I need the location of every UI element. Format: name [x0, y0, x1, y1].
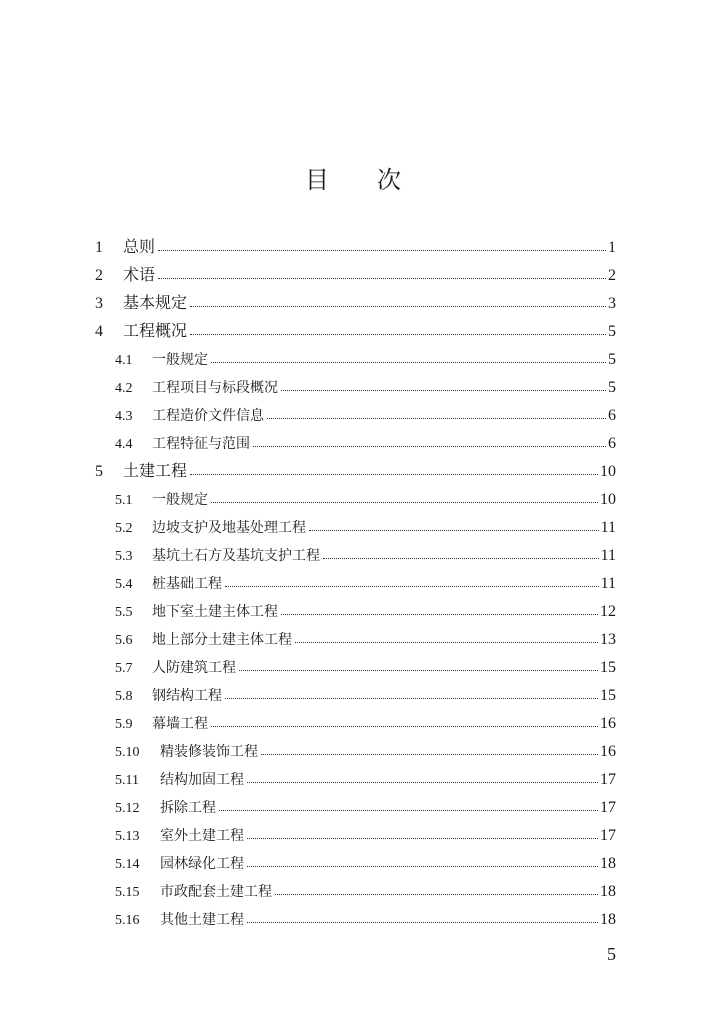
toc-entry[interactable]: [95, 257, 616, 285]
toc-entry-label: 幕墙工程: [152, 716, 208, 732]
toc-entry-page: 15: [600, 659, 616, 676]
toc-entry-number: 5: [95, 463, 103, 480]
toc-entry-label: 一般规定: [152, 492, 208, 508]
toc-entry-label: 钢结构工程: [152, 688, 222, 704]
dot-leader: [158, 249, 606, 251]
toc-entry-label: 其他土建工程: [160, 912, 244, 928]
dot-leader: [211, 361, 606, 363]
dot-leader: [190, 333, 606, 335]
toc-entry[interactable]: [115, 341, 616, 369]
toc-entry-page: 18: [600, 911, 616, 928]
toc-entry-label: 地上部分土建主体工程: [152, 632, 292, 648]
dot-leader: [267, 417, 606, 419]
toc-entry-page: 5: [608, 323, 616, 340]
toc-entry[interactable]: [95, 285, 616, 313]
toc-entry-page: 5: [608, 379, 616, 396]
toc-entry-number: 4.4: [115, 437, 133, 452]
toc-entry-label: 边坡支护及地基处理工程: [152, 520, 306, 536]
toc-entry-label: 工程项目与标段概况: [152, 380, 278, 396]
toc-entry-page: 6: [608, 407, 616, 424]
toc-entry-number: 5.13: [115, 829, 140, 844]
toc-entry-page: 16: [600, 743, 616, 760]
toc-entry-number: 5.8: [115, 689, 133, 704]
toc-entry-number: 5.12: [115, 801, 140, 816]
toc-entry[interactable]: [115, 397, 616, 425]
toc-entry-number: 2: [95, 267, 103, 284]
toc-entry-label: 室外土建工程: [160, 828, 244, 844]
toc-entry-page: 18: [600, 883, 616, 900]
toc-entry[interactable]: [115, 845, 616, 873]
toc-entry[interactable]: [115, 509, 616, 537]
toc-entry[interactable]: [115, 901, 616, 929]
toc-entry[interactable]: [115, 425, 616, 453]
toc-entry[interactable]: [95, 313, 616, 341]
dot-leader: [190, 305, 606, 307]
toc-entry-label: 工程造价文件信息: [152, 408, 264, 424]
toc-entry-page: 17: [600, 827, 616, 844]
toc-entry[interactable]: [95, 453, 616, 481]
toc-entry-page: 10: [600, 491, 616, 508]
toc-entry-number: 5.6: [115, 633, 133, 648]
toc-entry-label: 桩基础工程: [152, 576, 222, 592]
toc-entry[interactable]: [115, 733, 616, 761]
toc-entry-number: 5.3: [115, 549, 133, 564]
toc-entry[interactable]: [115, 621, 616, 649]
toc-entry[interactable]: [115, 789, 616, 817]
toc-entry-number: 4.3: [115, 409, 133, 424]
page-title-char-1: 目: [305, 166, 329, 194]
toc-entry[interactable]: [115, 705, 616, 733]
toc-entry[interactable]: [115, 677, 616, 705]
toc-entry-page: 11: [600, 575, 616, 592]
toc-entry-number: 5.2: [115, 521, 133, 536]
toc-entry-page: 5: [608, 351, 616, 368]
toc-entry[interactable]: [115, 593, 616, 621]
toc-entry-number: 3: [95, 295, 103, 312]
toc-entry-page: 13: [600, 631, 616, 648]
toc-entry-label: 一般规定: [152, 352, 208, 368]
toc-entry-label: 市政配套土建工程: [160, 884, 272, 900]
toc-entry-number: 5.15: [115, 885, 140, 900]
toc-entry-page: 6: [608, 435, 616, 452]
dot-leader: [247, 865, 598, 867]
toc-entry-label: 精装修装饰工程: [160, 744, 258, 760]
toc-entry-number: 5.14: [115, 857, 140, 872]
toc-entry-number: 5.4: [115, 577, 133, 592]
toc-entry-label: 总则: [123, 237, 156, 256]
toc-entry-label: 拆除工程: [160, 800, 216, 816]
toc-entry-number: 5.9: [115, 717, 133, 732]
toc-entry[interactable]: [115, 565, 616, 593]
dot-leader: [225, 585, 599, 587]
toc-entry-label: 地下室土建主体工程: [152, 604, 278, 620]
toc-entry-label: 土建工程: [123, 461, 188, 480]
toc-entry-label: 基坑土石方及基坑支护工程: [152, 548, 320, 564]
toc-entry[interactable]: [115, 761, 616, 789]
toc-entry-number: 1: [95, 239, 103, 256]
dot-leader: [190, 473, 598, 475]
dot-leader: [219, 809, 598, 811]
dot-leader: [281, 389, 606, 391]
toc-entry-page: 3: [608, 295, 616, 312]
dot-leader: [211, 501, 598, 503]
toc-entry-number: 4.1: [115, 353, 133, 368]
toc-entry-page: 2: [608, 267, 616, 284]
toc-entry-number: 5.5: [115, 605, 133, 620]
dot-leader: [239, 669, 598, 671]
toc-entry[interactable]: [95, 229, 616, 257]
toc-entry-label: 园林绿化工程: [160, 856, 244, 872]
toc-entry[interactable]: [115, 537, 616, 565]
toc-entry-label: 结构加固工程: [160, 772, 244, 788]
toc-entry-page: 16: [600, 715, 616, 732]
dot-leader: [281, 613, 598, 615]
toc-entry-page: 1: [608, 239, 616, 256]
dot-leader: [253, 445, 606, 447]
toc-entry-label: 人防建筑工程: [152, 660, 236, 676]
toc-entry-number: 5.10: [115, 745, 140, 760]
toc-entry-page: 17: [600, 771, 616, 788]
dot-leader: [323, 557, 599, 559]
toc-entry-page: 15: [600, 687, 616, 704]
dot-leader: [247, 837, 598, 839]
dot-leader: [225, 697, 598, 699]
toc-entry[interactable]: [115, 817, 616, 845]
page-number: 5: [607, 944, 616, 964]
toc-entry-page: 18: [600, 855, 616, 872]
toc-entry-number: 5.7: [115, 661, 133, 676]
toc-entry-number: 4: [95, 323, 103, 340]
toc-entry-page: 11: [600, 519, 616, 536]
dot-leader: [247, 921, 598, 923]
toc-entry-number: 5.1: [115, 493, 133, 508]
dot-leader: [295, 641, 598, 643]
toc-entry-label: 工程特征与范围: [152, 436, 250, 452]
toc-entry[interactable]: [115, 369, 616, 397]
toc-entry-number: 5.11: [115, 773, 139, 788]
dot-leader: [247, 781, 598, 783]
toc-entry[interactable]: [115, 649, 616, 677]
page-title-char-2: 次: [377, 166, 401, 194]
toc-entry-number: 5.16: [115, 913, 140, 928]
toc-entry-number: 4.2: [115, 381, 133, 396]
toc-entry-label: 基本规定: [123, 293, 188, 312]
dot-leader: [211, 725, 598, 727]
toc-entry-label: 术语: [123, 265, 156, 284]
toc-entry-page: 17: [600, 799, 616, 816]
dot-leader: [275, 893, 598, 895]
toc-entry-label: 工程概况: [123, 321, 188, 340]
dot-leader: [261, 753, 598, 755]
toc-entry-page: 12: [600, 603, 616, 620]
toc-entry[interactable]: [115, 873, 616, 901]
toc-entry-page: 11: [600, 547, 616, 564]
page-title: [0, 160, 706, 195]
toc-entry-page: 10: [600, 463, 616, 480]
dot-leader: [309, 529, 599, 531]
toc-entry[interactable]: [115, 481, 616, 509]
dot-leader: [158, 277, 606, 279]
